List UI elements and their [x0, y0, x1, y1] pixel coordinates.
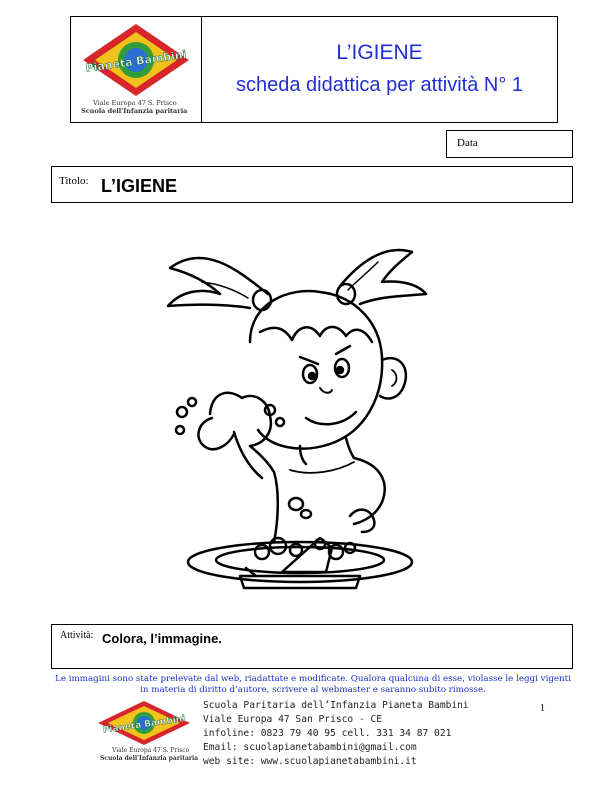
title-box: [51, 166, 573, 203]
footer-logo-caption-2: Scuola dell'Infanzia paritaria: [100, 755, 199, 762]
title-label: Titolo:: [59, 175, 89, 187]
disclaimer-line-2: in materia di diritto d’autore, scrivere al webmaster e saranno subito rimosse.: [140, 685, 486, 695]
date-label: Data: [457, 137, 478, 149]
footer-school-name: Scuola Paritaria dell’Infanzia Pianeta Bambini: [203, 700, 469, 711]
footer-address: Viale Europa 47 San Prisco - CE: [203, 714, 383, 725]
header-box: [70, 16, 558, 123]
header-logo-cell: [71, 17, 202, 122]
logo-text: Pianeta Bambini: [84, 47, 188, 76]
footer-logo: [96, 700, 192, 746]
date-field[interactable]: [446, 130, 573, 158]
school-logo: [79, 22, 193, 97]
footer-logo-caption-1: Viale Europa 47 S. Prisco: [112, 747, 190, 754]
logo-caption-2: Scuola dell'Infanzia paritaria: [81, 107, 188, 115]
disclaimer-line-1: Le immagini sono state prelevate dal web, riadattate e modificate. Qualora qualcuna di esse, violasse le leggi vigenti: [55, 674, 571, 684]
header-subtitle: scheda didattica per attività N° 1: [235, 74, 524, 96]
footer-email: Email: scuolapianetabambini@gmail.com: [203, 742, 417, 753]
title-value: L’IGIENE: [101, 176, 178, 196]
header-title-cell: [202, 17, 557, 122]
disclaimer: [30, 674, 596, 696]
activity-value: Colora, l’immagine.: [102, 631, 222, 646]
activity-box: [51, 624, 573, 669]
activity-label: Attività:: [60, 630, 94, 641]
header-title: L’IGIENE: [336, 41, 423, 64]
footer-phone: infoline: 0823 79 40 95 cell. 331 34 87 021: [203, 728, 452, 739]
logo-caption-1: Viale Europa 47 S. Prisco: [93, 99, 177, 107]
footer-website: web site: www.scuolapianetabambini.it: [203, 756, 417, 767]
footer-contact-info: [203, 699, 469, 769]
footer-logo-text: Pianeta Bambini: [102, 714, 186, 736]
girl-eating-icon: [150, 232, 440, 612]
page-number: 1: [540, 703, 545, 714]
